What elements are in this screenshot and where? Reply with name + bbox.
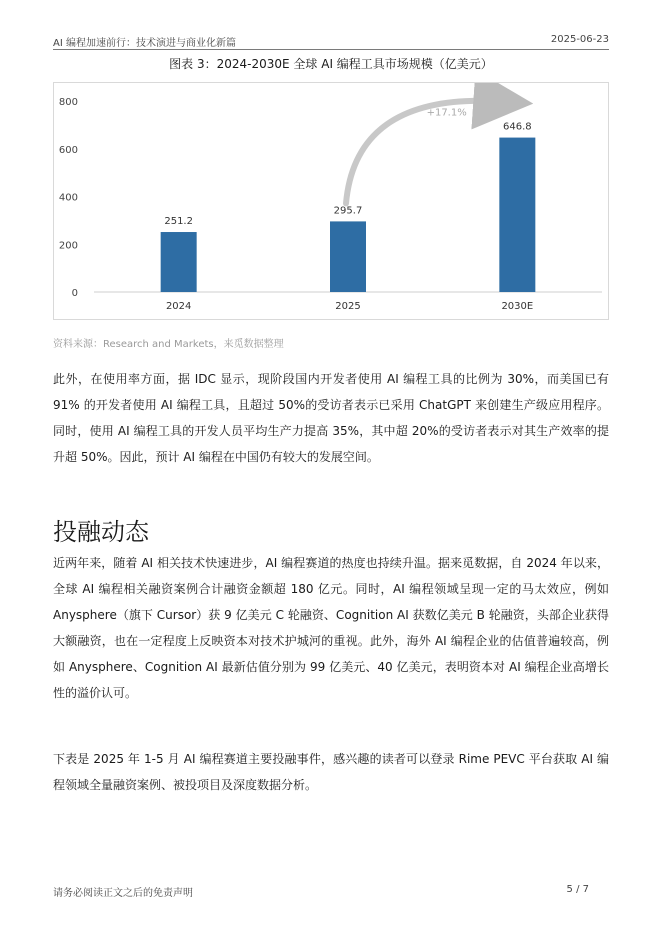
page-header: [53, 34, 609, 48]
page-number: 5 / 7: [566, 884, 589, 895]
bar-value-label: 646.8: [503, 121, 532, 133]
y-tick-label: 400: [58, 192, 78, 204]
figure-caption: 图表 3：2024-2030E 全球 AI 编程工具市场规模（亿美元）: [169, 57, 493, 71]
paragraph-financing: 近两年来，随着 AI 相关技术快速进步，AI 编程赛道的热度也持续升温。据来觅数据，自 2024 年以来，全球 AI 编程相关融资案例合计融资金额超 180 亿元。同时，AI 编程领域呈现一定的马太效应，例如 Anysphere（旗下 Cursor）获 9 亿美元 C 轮融资、Cognition AI 获数亿美元 B 轮融资，头部企业获得大额融资，也在一定程度上反映资本对技术护城河的重视。此外，海外 AI 编程企业的估值普遍较高，例如 Anysphere、Cognition AI 最新估值分别为 99 亿美元、40 亿美元，表明资本对 AI 编程企业高增长性的溢价认可。: [53, 556, 609, 700]
paragraph-usage-rate: 此外，在使用率方面，据 IDC 显示，现阶段国内开发者使用 AI 编程工具的比例为 30%，而美国已有 91% 的开发者使用 AI 编程工具，且超过 50%的受访者表示已采用 ChatGPT 来创建生产级应用程序。同时，使用 AI 编程工具的开发人员平均生产力提高 35%，其中超 20%的受访者表示对其生产效率的提升超 50%。因此，预计 AI 编程在中国仍有较大的发展空间。: [53, 372, 609, 464]
header-divider: [53, 49, 609, 50]
bar: [330, 221, 366, 292]
section-title: 投融动态: [53, 518, 149, 546]
chart-canvas: [54, 83, 610, 321]
report-title: AI 编程加速前行：技术演进与商业化新篇: [53, 38, 236, 49]
disclaimer-note: 请务必阅读正文之后的免责声明: [53, 888, 193, 899]
bar: [499, 138, 535, 292]
paragraph-table-intro: 下表是 2025 年 1-5 月 AI 编程赛道主要投融事件，感兴趣的读者可以登录 Rime PEVC 平台获取 AI 编程领域全量融资案例、被投项目及深度数据分析。: [53, 752, 609, 792]
y-tick-label: 0: [71, 288, 78, 299]
x-axis: [166, 301, 533, 312]
x-tick-label: 2030E: [501, 301, 534, 312]
figure-source: 资料来源：Research and Markets，来觅数据整理: [53, 339, 284, 350]
bars-group: [161, 122, 536, 292]
bar-value-label: 251.2: [164, 216, 193, 228]
x-tick-label: 2025: [335, 301, 361, 312]
bar-chart: [53, 82, 609, 320]
growth-annotation: [346, 101, 503, 204]
y-tick-label: 800: [58, 97, 78, 108]
y-tick-label: 200: [58, 240, 78, 252]
bar-value-label: 295.7: [333, 205, 363, 217]
bar: [161, 232, 197, 292]
x-tick-label: 2024: [165, 301, 192, 312]
report-date: 2025-06-23: [550, 34, 609, 45]
growth-label: +17.1%: [426, 107, 467, 119]
y-tick-label: 600: [58, 144, 78, 156]
y-axis: [59, 97, 78, 299]
growth-arrow: [346, 101, 503, 204]
